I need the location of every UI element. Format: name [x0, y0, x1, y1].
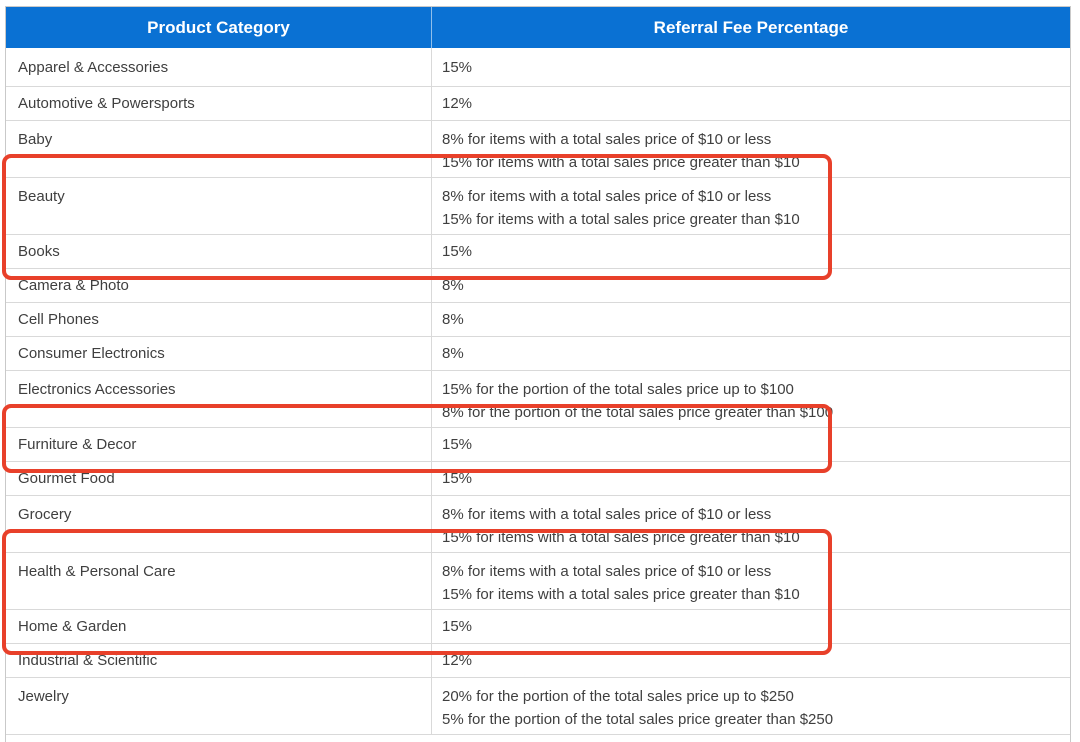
fee-line: 8% for items with a total sales price of $10 or less [442, 506, 772, 523]
category-cell: Consumer Electronics [18, 345, 165, 362]
category-cell: Camera & Photo [18, 277, 129, 294]
category-cell: Automotive & Powersports [18, 95, 195, 112]
category-cell: Furniture & Decor [18, 436, 137, 453]
category-cell: Home & Garden [18, 618, 127, 635]
table-row [6, 677, 1070, 734]
fee-cell [431, 337, 1070, 370]
column-header-product-category: Product Category [147, 17, 290, 37]
fee-line: 8% for items with a total sales price of $10 or less [442, 131, 772, 148]
table-header-row [6, 7, 1070, 48]
fee-cell [431, 678, 1070, 734]
table-row [6, 609, 1070, 643]
fee-line: 12% [442, 95, 473, 112]
table-row [6, 495, 1070, 552]
category-cell: Apparel & Accessories [18, 58, 169, 76]
table-row [6, 268, 1070, 302]
table-row [6, 234, 1070, 268]
table-row [6, 370, 1070, 427]
table-row [6, 552, 1070, 609]
fee-line: 15% [442, 470, 473, 487]
fee-line: 8% [442, 311, 464, 328]
category-cell: Baby [18, 131, 53, 148]
fee-line: 15% for items with a total sales price greater than $10 [442, 586, 800, 603]
fee-cell [431, 48, 1070, 86]
table-row [6, 427, 1070, 461]
fee-line: 5% for the portion of the total sales price greater than $250 [442, 711, 834, 728]
fee-cell [431, 269, 1070, 302]
table-row [6, 86, 1070, 120]
category-cell: Books [18, 243, 60, 260]
fee-line: 8% for items with a total sales price of $10 or less [442, 563, 772, 580]
fee-line: 15% [442, 243, 473, 260]
table-row-partial [6, 734, 1070, 742]
table-row [6, 461, 1070, 495]
fee-line: 8% for the portion of the total sales price greater than $100 [442, 404, 834, 421]
column-header-referral-fee-percentage: Referral Fee Percentage [431, 7, 1070, 48]
fee-cell [431, 428, 1070, 461]
category-cell: Gourmet Food [18, 470, 115, 487]
fee-cell [431, 121, 1070, 177]
fee-line: 15% for the portion of the total sales price up to $100 [442, 381, 794, 398]
table-row [6, 336, 1070, 370]
fee-line: 15% for items with a total sales price greater than $10 [442, 154, 800, 171]
fee-line: 8% for items with a total sales price of $10 or less [442, 188, 772, 205]
fee-cell [431, 553, 1070, 609]
fee-cell [431, 610, 1070, 643]
category-cell: Beauty [18, 188, 65, 205]
category-cell: Health & Personal Care [18, 563, 176, 580]
table-body [6, 48, 1070, 742]
table-row [6, 302, 1070, 336]
category-cell: Industrial & Scientific [18, 652, 158, 669]
fee-line: 15% [442, 58, 473, 76]
category-cell: Cell Phones [18, 311, 99, 328]
fee-line: 8% [442, 277, 464, 294]
category-cell: Electronics Accessories [18, 381, 176, 398]
fee-line: 20% for the portion of the total sales price up to $250 [442, 688, 794, 705]
fee-cell [431, 496, 1070, 552]
fee-cell [431, 462, 1070, 495]
fee-line: 15% for items with a total sales price greater than $10 [442, 211, 800, 228]
fee-cell [431, 87, 1070, 120]
fee-line: 15% for items with a total sales price greater than $10 [442, 529, 800, 546]
fee-cell [431, 178, 1070, 234]
category-cell: Grocery [18, 506, 72, 523]
table-row [6, 120, 1070, 177]
fee-cell [431, 644, 1070, 677]
fee-line: 12% [442, 652, 473, 669]
table-row [6, 643, 1070, 677]
fee-line: 15% [442, 618, 473, 635]
referral-fee-table [5, 6, 1071, 742]
fee-line: 15% [442, 436, 473, 453]
category-cell: Jewelry [18, 688, 69, 705]
fee-cell [431, 303, 1070, 336]
fee-cell [431, 371, 1070, 427]
fee-line: 8% [442, 345, 464, 362]
table-row [6, 177, 1070, 234]
table-row [6, 48, 1070, 86]
fee-cell [431, 235, 1070, 268]
